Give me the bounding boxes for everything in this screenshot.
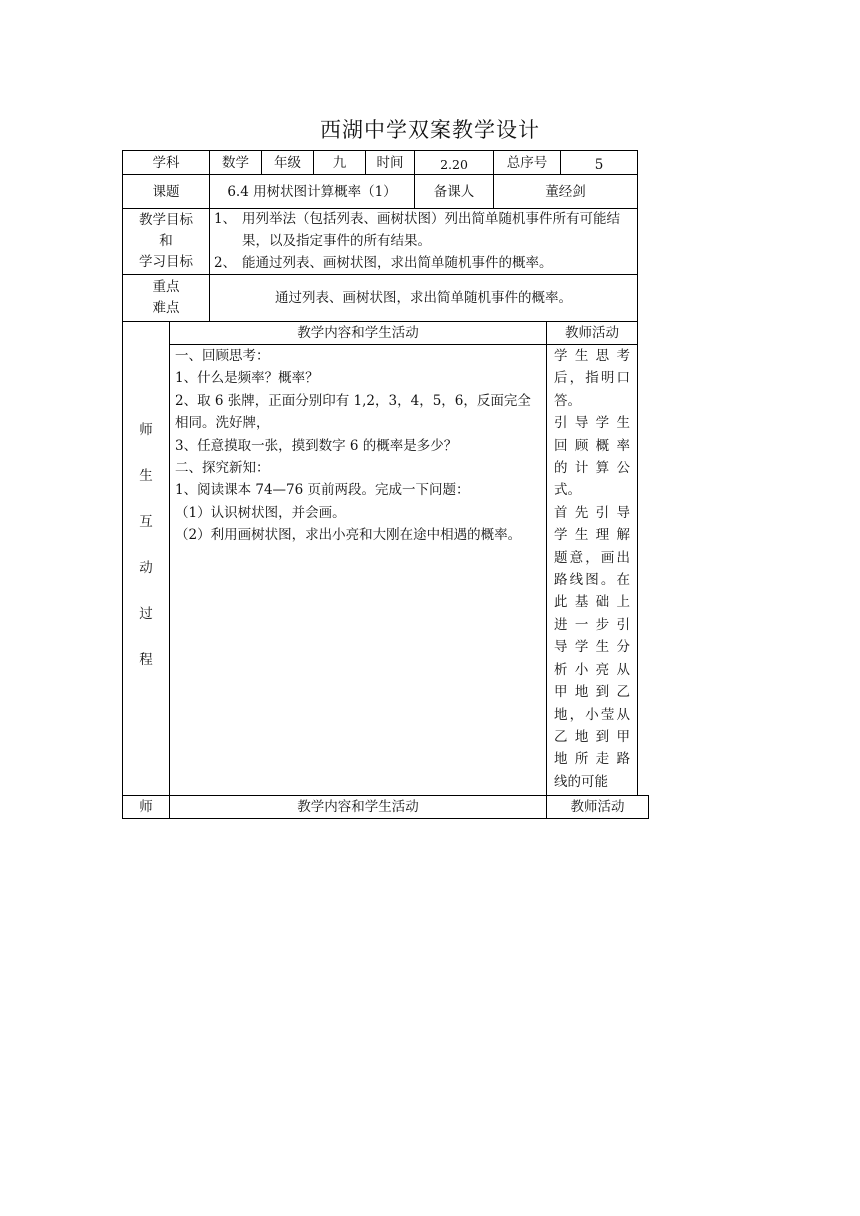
key-points-label-line: 重点 [152, 279, 180, 295]
teacher-line: 后，指明口 [554, 370, 630, 387]
process-side-char: 师 [139, 422, 153, 438]
teacher-line: 引导学生 [554, 415, 630, 432]
document-title: 西湖中学双案教学设计 [320, 118, 540, 142]
teacher-line: 导学生分 [554, 639, 630, 656]
key-points-text: 通过列表、画树状图，求出简单随机事件的概率。 [275, 290, 572, 306]
teacher-line: 的计算公 [554, 460, 630, 477]
teacher-line: 地所走路 [554, 751, 630, 768]
grade-label: 年级 [274, 154, 301, 171]
footer-teacher-header: 教师活动 [570, 799, 625, 815]
content-line: 1、什么是频率？概率？ [175, 370, 319, 387]
content-line: 2、取 6 张牌，正面分别印有 1,2，3，4，5，6，反面完全相同。洗好牌， [175, 392, 531, 432]
time-label: 时间 [376, 154, 404, 171]
subject-label: 学科 [152, 154, 180, 171]
subject-value: 数学 [222, 154, 249, 171]
teacher-line: 题意，画出 [554, 549, 630, 566]
teacher-line: 进一步引 [554, 616, 630, 633]
footer-side-label: 师 [139, 799, 153, 815]
teacher-activity-body [554, 345, 630, 793]
process-side-label [123, 400, 169, 690]
teacher-line: 学生理解 [554, 527, 630, 544]
objective-number: 1、 [214, 211, 237, 227]
teacher-line: 回顾概率 [554, 437, 630, 454]
objectives-label-line: 教学目标 [139, 211, 193, 228]
content-line: （1）认识树状图，并会画。 [175, 504, 346, 521]
topic-value: 6.4 用树状图计算概率（1） [227, 183, 397, 200]
teacher-line: 乙地到甲 [554, 728, 630, 745]
objective-item [214, 252, 634, 274]
teacher-line: 此基础上 [554, 594, 630, 611]
footer-content-header: 教学内容和学生活动 [297, 799, 419, 815]
sequence-value: 5 [594, 156, 604, 173]
content-line: 二、探究新知： [175, 460, 270, 477]
teacher-line: 首先引导 [554, 504, 630, 521]
content-line: 3、任意摸取一张，摸到数字 6 的概率是多少？ [175, 437, 458, 454]
preparer-label: 备课人 [433, 183, 475, 200]
key-points-label-line: 难点 [152, 300, 180, 316]
objective-text: 能通过列表、画树状图，求出简单随机事件的概率。 [242, 255, 553, 271]
teacher-line: 式。 [554, 482, 581, 499]
teacher-line: 学生思考 [554, 348, 630, 364]
teacher-line: 答。 [554, 392, 581, 409]
process-side-char: 动 [139, 560, 153, 576]
process-side-char: 互 [139, 514, 153, 530]
grade-value: 九 [332, 154, 347, 171]
preparer-value: 董经剑 [545, 183, 586, 200]
teacher-line: 甲地到乙 [554, 684, 630, 701]
objective-number: 2、 [214, 255, 237, 271]
content-header: 教学内容和学生活动 [297, 325, 419, 341]
time-value: 2.20 [440, 156, 468, 172]
teacher-header: 教师活动 [565, 325, 619, 341]
content-line: 一、回顾思考： [175, 348, 270, 364]
content-line: （2）利用画树状图，求出小亮和大刚在途中相遇的概率。 [175, 527, 522, 544]
topic-label: 课题 [152, 183, 180, 200]
teacher-line: 路线图。在 [554, 572, 630, 589]
objectives-label-line: 学习目标 [139, 253, 193, 270]
content-line: 1、阅读课本 74—76 页前两段。完成一下问题： [175, 482, 470, 499]
process-side-char: 过 [139, 606, 153, 622]
teacher-line: 析小亮从 [554, 661, 630, 678]
objectives-label-line: 和 [159, 232, 173, 249]
process-side-char: 生 [139, 468, 153, 484]
content-body [175, 345, 541, 547]
teacher-line: 地，小莹从 [554, 706, 630, 723]
process-side-char: 程 [139, 652, 153, 668]
key-points-label [123, 275, 209, 321]
objective-item [214, 208, 634, 252]
objective-text: 用列举法（包括列表、画树状图）列出简单随机事件所有可能结果，以及指定事件的所有结果。 [242, 211, 620, 249]
objectives-label [123, 208, 209, 274]
teacher-line: 线的可能 [554, 773, 608, 790]
objectives-list [214, 208, 634, 274]
sequence-label: 总序号 [506, 154, 548, 171]
